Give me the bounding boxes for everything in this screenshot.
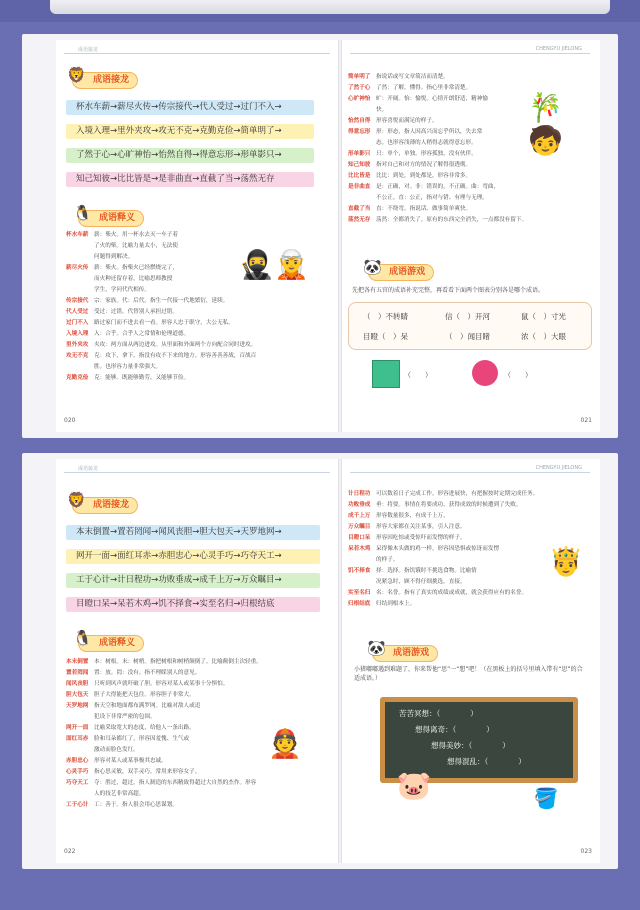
header-line (350, 472, 590, 473)
cartoon-scholar-illustration: 🎋🧒 (528, 91, 563, 157)
def-row: 闻风丧胆 只听到风声就吓破了胆。形容对某人或某事十分惧怕。 (66, 681, 229, 687)
section-badge-game (367, 639, 438, 662)
chain-row-3: 工于心计→计日程功→功败垂成→成千上万→万众瞩目→ (66, 573, 320, 588)
def-row: 态。也形容浅薄的人稍得志就得意忘形。 (376, 140, 477, 146)
badge-label: 成语释义 (99, 213, 136, 223)
running-header: CHENGYU JIELONG (535, 46, 582, 52)
running-header: 成语接龙 (78, 466, 99, 472)
def-row: 学生，学问代代相传。 (94, 287, 150, 293)
def-row: 怡然自得 形容喜悦而满足的样子。 (348, 118, 438, 124)
section-badge-meaning (73, 629, 144, 652)
answer-blank[interactable]: （ ） (404, 371, 432, 379)
page-number: 022 (64, 848, 76, 855)
def-row: 实至名归 名：名誉。指有了真实的成绩或成就，就会获得应有的名誉。 (348, 590, 528, 596)
def-row: 攻无不克 克：攻下，拿下。指没有攻不下来的地方。形容善善善战，百战百 (66, 353, 257, 359)
chain-row-2: 入境入理→里外夹攻→攻无不克→克勤克俭→简单明了→ (66, 124, 314, 139)
def-row: 了火的柴。比喻力量太小，无法使 (94, 243, 178, 249)
def-row: 直截了当 直：不绕弯。指说话、做事简单爽快。 (348, 206, 472, 212)
def-row: 成千上万 形容数量很多，有成千上万。 (348, 513, 449, 519)
answer-blank[interactable]: （ ） (504, 371, 532, 379)
quiz-item[interactable]: （ ）闻目睹 (445, 332, 490, 341)
section-badge-chain (67, 491, 138, 514)
def-row: 荡然无存 荡然：全都消失了。原有的东西完全消失，一点都没有留下。 (348, 217, 528, 223)
page-edge (50, 0, 610, 14)
badge-label: 成语接龙 (93, 75, 130, 85)
board-line[interactable]: 苦苦冥想：（ ） (399, 709, 478, 718)
def-row: 天罗地网 指天空和地面都布满罗网。比喻对敌人或追 (66, 703, 201, 709)
def-row: 而火种还留存着。比喻思师教授 (94, 276, 173, 282)
page-020 (56, 40, 338, 432)
def-row: 简单明了 指说话或写文章简洁而清楚。 (348, 74, 449, 80)
def-row: 目瞪口呆 形容因吃惊或受惊吓而发愣的样子。 (348, 535, 466, 541)
def-row: 置若罔闻 置：放。罔：没有。指不理睬别人的意见。 (66, 670, 201, 676)
def-row: 面红耳赤 脸和耳朵都红了。形容因羞愧、生气或 (66, 736, 190, 742)
def-row: 知己知彼 指对自己和对方的情况了解得很透彻。 (348, 162, 472, 168)
book-spread-2 (22, 453, 618, 869)
def-row: 工于心计 工：善于。指人很会用心思谋划。 (66, 802, 178, 808)
def-row: 人的技艺非常高超。 (94, 791, 145, 797)
bucket-icon: 🪣 (533, 786, 559, 810)
def-row: 巧夺天工 夺：胜过，超过。指人制造的东西精致得超过大自然的杰作。形容 (66, 780, 257, 786)
def-row: 网开一面 比喻采取宽大的态度，给他人一条出路。 (66, 725, 195, 731)
def-row: 是非曲直 是：正确，对。非：错误的，不正确。曲：弯曲， (348, 184, 500, 190)
def-row: 里外夹攻 夹攻：两方面从两边进攻。从里面和外面两个方向配合同时进攻。 (66, 342, 257, 348)
running-header: 成语接龙 (78, 47, 99, 53)
def-row: 计日程功 可以数着日子完成工作。形容进展快，有把握按时定期完成任务。 (348, 491, 539, 497)
page-number: 021 (580, 417, 592, 424)
chain-row-4: 目瞪口呆→呆若木鸡→饥不择食→实至名归→归根结底 (66, 597, 320, 612)
header-line (64, 472, 330, 473)
chain-row-3: 了然于心→心旷神怡→怡然自得→得意忘形→形单影只→ (66, 148, 314, 163)
def-row: 饥不择食 择：选择。指饥饿时不挑选食物。比喻情 (348, 568, 477, 574)
def-row: 代人受过 受过：过错。代替别人承担过错。 (66, 309, 178, 315)
game-instruction: 先把各有五官的成语补充完整，再看看下面两个图表分别各是哪个成语。 (352, 287, 545, 294)
badge-label: 成语游戏 (389, 267, 426, 277)
def-row: 入境入理 入：合乎。合乎人之常情和伦理道德。 (66, 331, 190, 337)
page-number: 020 (64, 417, 76, 424)
header-line (350, 53, 590, 54)
header-line (64, 53, 330, 54)
def-row: 快。 (376, 107, 388, 113)
badge-label: 成语接龙 (93, 500, 130, 510)
def-row: 过门不入 路过家门而不进去看一看。形容人忠于职守，大公无私。 (66, 320, 234, 326)
page-022 (56, 459, 338, 863)
running-header: CHENGYU JIELONG (535, 465, 582, 471)
def-row: 本末倒置 本：树根。末：树梢。指把树根和树梢颠倒了。比喻颠倒主次轻重。 (66, 659, 262, 665)
chain-row-1: 杯水车薪→薪尽火传→传宗接代→代人受过→过门不入→ (66, 100, 314, 115)
panda-icon: 🐼 (363, 258, 382, 276)
def-row: 激动而脸色发红。 (94, 747, 139, 753)
cartoon-pig-illustration: 🐷 (396, 768, 432, 802)
badge-label: 成语释义 (99, 638, 136, 648)
def-row: 归根结底 归结到根本上。 (348, 601, 416, 607)
green-square-face-icon (372, 360, 400, 388)
chain-row-4: 知己知彼→比比皆是→是非曲直→直截了当→荡然无存 (66, 172, 314, 187)
lion-icon: 🦁 (67, 66, 86, 84)
page-021 (342, 40, 600, 432)
def-row: 薪尽火传 薪：柴火。指柴火已经燃烧完了， (66, 265, 178, 271)
def-row: 传宗接代 宗：家族。代：后代。指生一代接一代地繁衍，延续。 (66, 298, 229, 304)
quiz-item[interactable]: 目瞪（ ）呆 (363, 332, 408, 341)
game-instruction: 小猪嘟嘟遇到难题了，你来帮他“思”一“想”吧！（在黑板上的括号里填入带有“思”的合适成语。） (354, 666, 583, 682)
cartoon-emperor-illustration: 🤴 (548, 544, 584, 578)
def-row: 赤胆忠心 形容对某人或某事极其忠诚。 (66, 758, 167, 764)
def-row: 的样子。 (376, 557, 399, 563)
panda-icon: 🐼 (367, 639, 386, 657)
quiz-item[interactable]: 浓（ ）大眼 (521, 332, 566, 341)
section-badge-game (363, 258, 434, 281)
def-row: 胜。也形容力量非常强大。 (94, 364, 162, 370)
def-row: 功败垂成 垂：将要。事情在将要成功、获得成效的时候遭到了失败。 (348, 502, 522, 508)
def-row: 了然于心 了然：了解，懂得。指心里非常清楚。 (348, 85, 472, 91)
cartoon-warriors-illustration: 🥷🧝 (239, 247, 309, 281)
quiz-box (348, 302, 592, 350)
board-line[interactable]: 想得混乱：（ ） (447, 757, 526, 766)
quiz-item[interactable]: 信（ ）开河 (445, 312, 490, 321)
def-row: 心灵手巧 指心思灵敏，双手灵巧。常用来形容女子。 (66, 769, 201, 775)
lion-icon: 🦁 (67, 491, 86, 509)
def-row: 杯水车薪 薪：柴火。用一杯水去灭一车子着 (66, 232, 178, 238)
badge-label: 成语游戏 (393, 648, 430, 658)
page-number: 023 (580, 848, 592, 855)
section-badge-meaning (73, 204, 144, 227)
section-badge-chain (67, 66, 138, 89)
def-row: 得意忘形 形：形态，指人因高兴而忘乎所以，失去常 (348, 129, 483, 135)
quiz-item[interactable]: 鼠（ ）寸光 (521, 312, 566, 321)
def-row: 不公正。直：公正，指对与错、有理与无理。 (376, 195, 488, 201)
def-row: 比比皆是 比比：到处，到处都是，形容非常多。 (348, 173, 472, 179)
penguin-icon: 🐧 (73, 629, 92, 647)
def-row: 心旷神怡 旷：开阔。怡：愉悦。心情开朗舒适，精神愉 (348, 96, 488, 102)
book-spread-1 (22, 34, 618, 438)
def-row: 克勤克俭 克：能够。既能够勤劳，又能够节俭。 (66, 375, 190, 381)
top-strip (0, 0, 640, 22)
def-row: 问题得到解决。 (94, 254, 134, 260)
pink-round-face-icon (472, 360, 498, 386)
penguin-icon: 🐧 (73, 204, 92, 222)
page-023 (342, 459, 600, 863)
def-row: 形单影只 只：单个，单独。形容孤独，没有伙伴。 (348, 151, 477, 157)
chain-row-2: 网开一面→面红耳赤→赤胆忠心→心灵手巧→巧夺天工→ (66, 549, 320, 564)
cartoon-child-illustration: 👲 (267, 726, 303, 760)
def-row: 万众瞩目 形容大家都在关注某事，引人注意。 (348, 524, 466, 530)
board-line[interactable]: 想得美妙：（ ） (431, 741, 510, 750)
quiz-item[interactable]: （ ）不转睛 (363, 312, 408, 321)
def-row: 胆大包天 胆子大得能把天包住。形容胆子非常大。 (66, 692, 195, 698)
def-row: 犯设下非常严密的包围。 (94, 714, 156, 720)
board-line[interactable]: 想得离奇：（ ） (415, 725, 494, 734)
def-row: 况紧急时，顾不得仔细挑选，直接。 (376, 579, 466, 585)
chain-row-1: 本末倒置→置若罔闻→闻风丧胆→胆大包天→天罗地网→ (66, 525, 320, 540)
def-row: 呆若木鸡 呆得像木头做的鸡一样。形容因恐惧或惊讶而发愣 (348, 546, 500, 552)
